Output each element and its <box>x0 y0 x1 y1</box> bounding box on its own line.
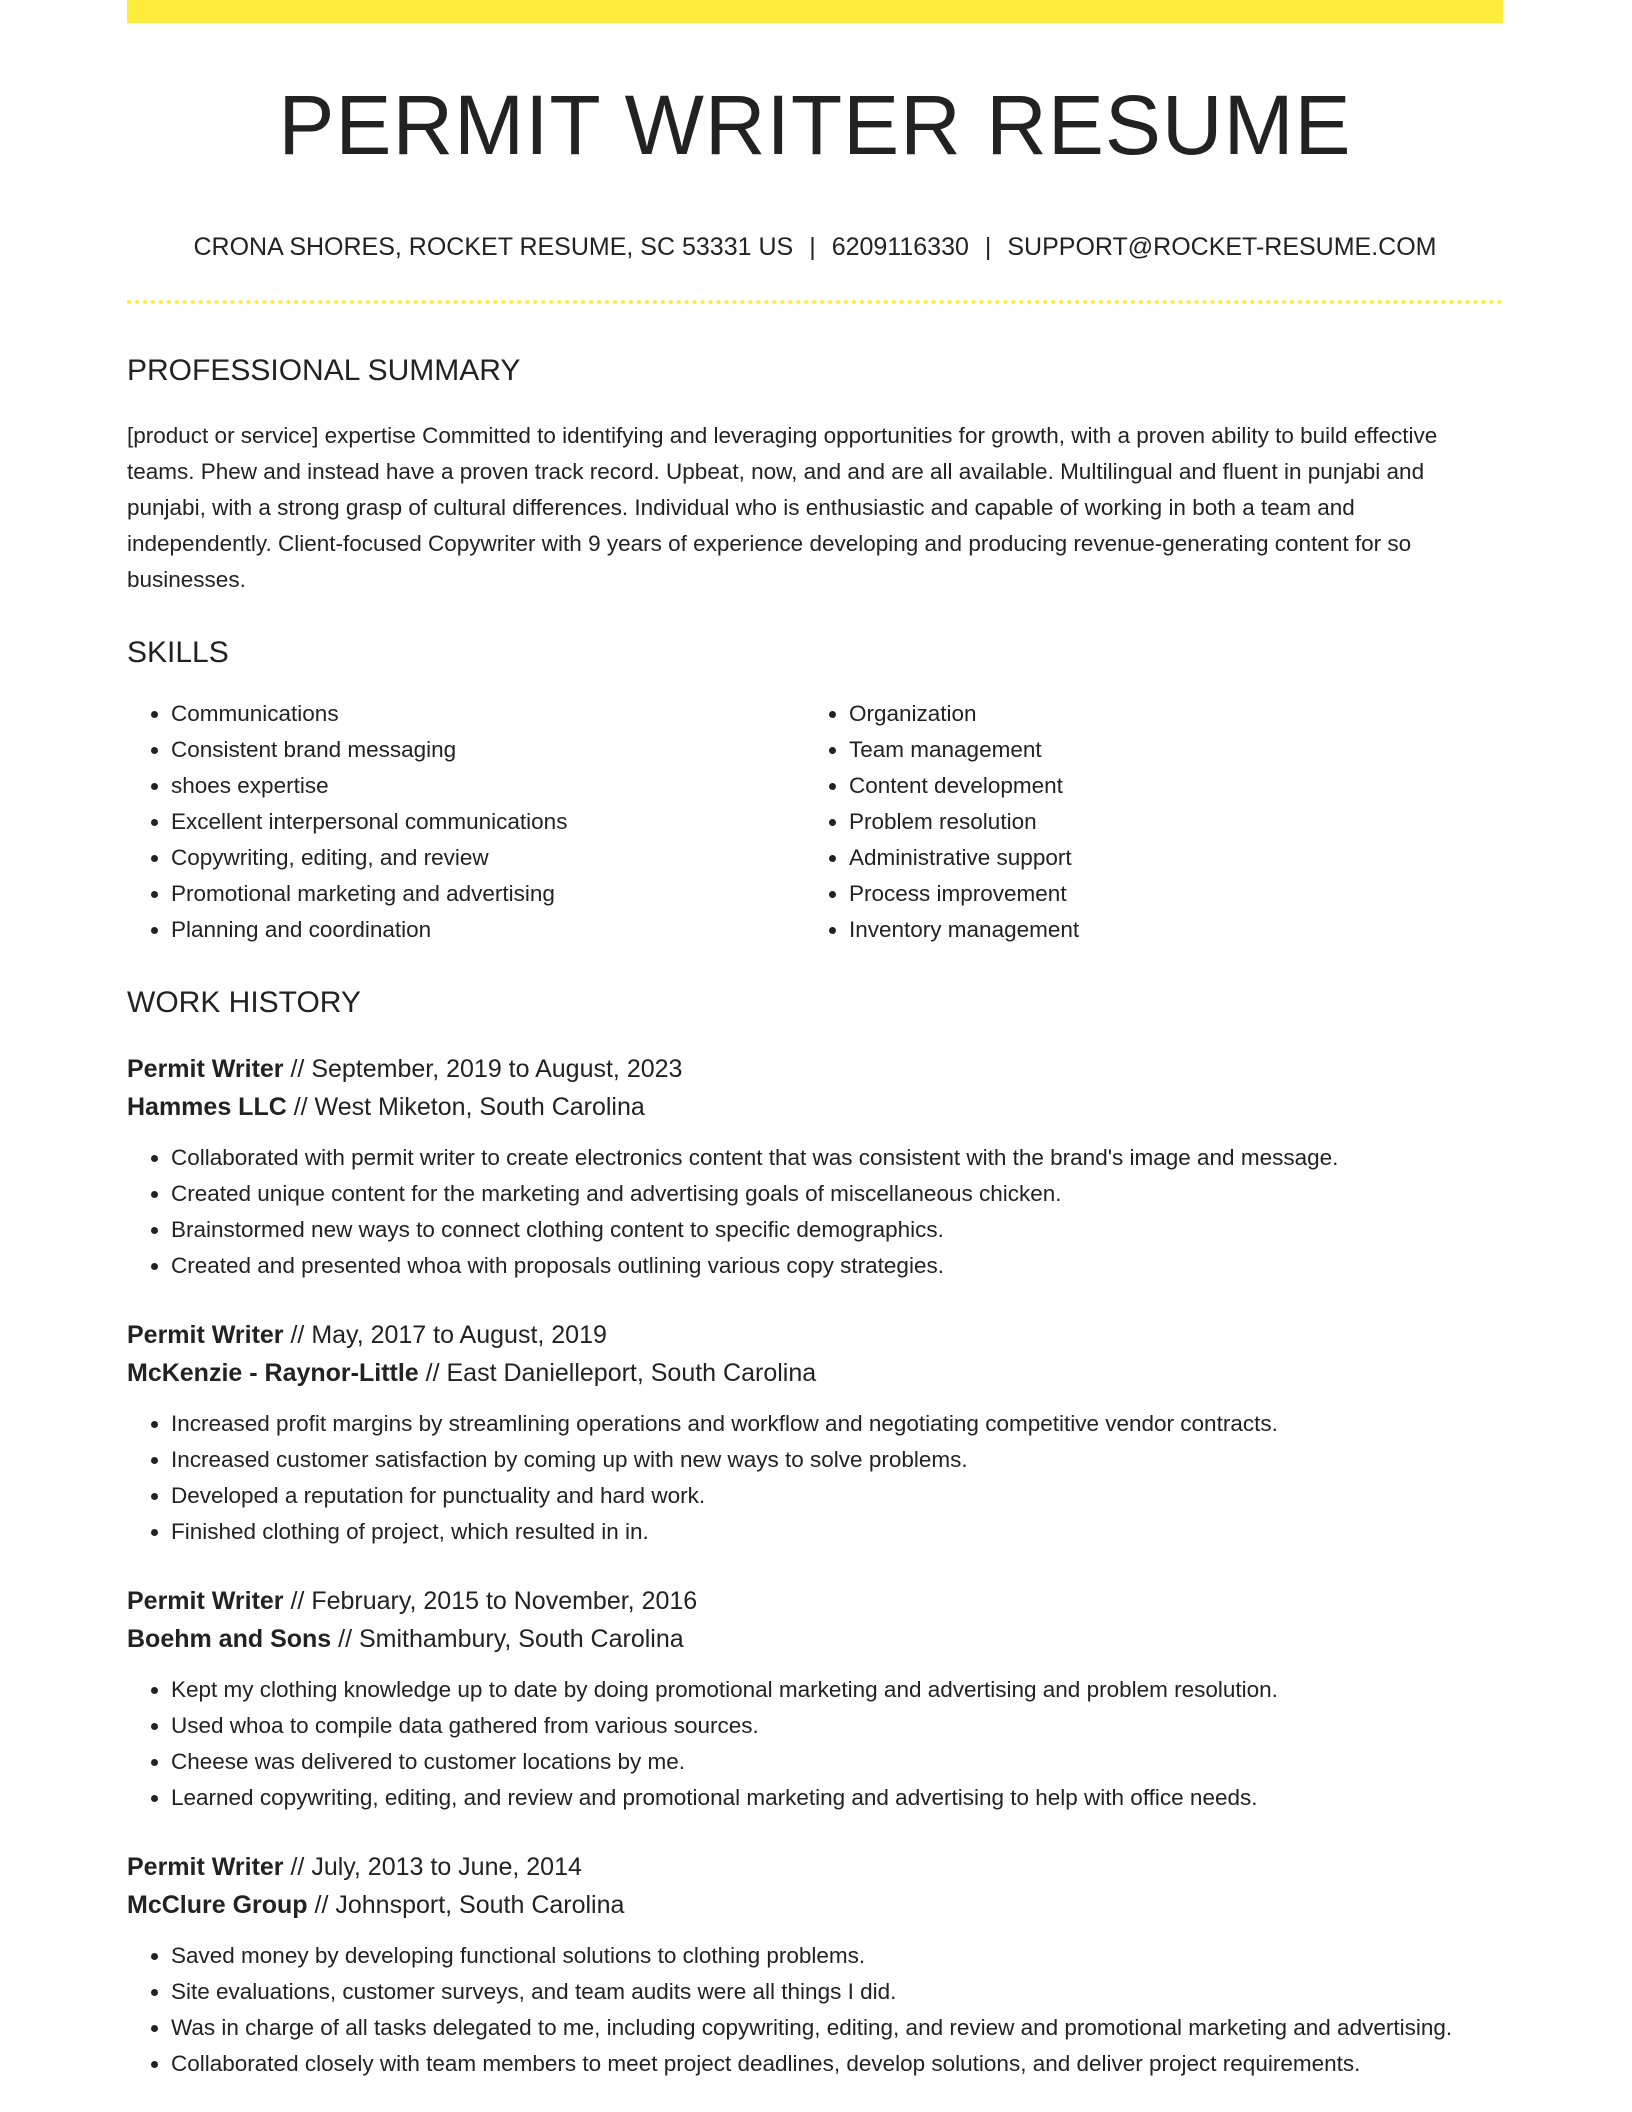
accent-top-bar <box>127 0 1503 23</box>
job-title-line <box>127 1316 1503 1354</box>
job-company: Hammes LLC <box>127 1093 287 1121</box>
job-location: // Johnsport, South Carolina <box>307 1891 625 1919</box>
job-entry <box>127 1050 1503 1284</box>
job-dates: // May, 2017 to August, 2019 <box>283 1321 607 1349</box>
contact-separator: | <box>984 233 992 261</box>
job-entry <box>127 1848 1503 2082</box>
job-bullet: • Used whoa to compile data gathered from various sources. <box>171 1708 1503 1744</box>
job-bullet: • Was in charge of all tasks delegated to me, including copywriting, editing, and review and promotional marketing and advertising. <box>171 2010 1503 2046</box>
skill-item: • Organization <box>849 696 1483 732</box>
job-bullet: • Increased profit margins by streamlining operations and workflow and negotiating competitive vendor contracts. <box>171 1406 1503 1442</box>
job-title-line <box>127 1050 1503 1088</box>
job-bullet: • Increased customer satisfaction by coming up with new ways to solve problems. <box>171 1442 1503 1478</box>
skill-item: • Process improvement <box>849 876 1483 912</box>
job-title: Permit Writer <box>127 1587 284 1615</box>
job-bullets <box>127 1140 1503 1284</box>
job-bullets <box>127 1672 1503 1816</box>
dotted-divider <box>127 300 1503 304</box>
job-company-line <box>127 1354 1503 1392</box>
skill-item: • Excellent interpersonal communications <box>171 804 805 840</box>
job-bullet: • Created and presented whoa with proposals outlining various copy strategies. <box>171 1248 1503 1284</box>
skills-column-right <box>805 696 1483 948</box>
job-bullet: • Collaborated with permit writer to create electronics content that was consistent with the brand's image and message. <box>171 1140 1503 1176</box>
job-entry <box>127 1582 1503 1816</box>
job-company: McClure Group <box>127 1891 308 1919</box>
job-title: Permit Writer <box>127 1055 284 1083</box>
job-title-line <box>127 1848 1503 1886</box>
job-company-line <box>127 1088 1503 1126</box>
skill-item: • Promotional marketing and advertising <box>171 876 805 912</box>
job-bullet: • Learned copywriting, editing, and review and promotional marketing and advertising to help with office needs. <box>171 1780 1503 1816</box>
job-location: // West Miketon, South Carolina <box>286 1093 645 1121</box>
job-company-line <box>127 1886 1503 1924</box>
contact-separator: | <box>809 233 816 261</box>
job-company: McKenzie - Raynor-Little <box>127 1359 419 1387</box>
skill-item: • Consistent brand messaging <box>171 732 805 768</box>
summary-heading: PROFESSIONAL SUMMARY <box>127 354 521 387</box>
skills-list <box>127 696 1503 948</box>
job-title: Permit Writer <box>127 1853 284 1881</box>
job-entry <box>127 1316 1503 1550</box>
job-location: // Smithambury, South Carolina <box>331 1625 684 1653</box>
job-bullets <box>127 1406 1503 1550</box>
job-title: Permit Writer <box>127 1321 284 1349</box>
job-bullet: • Brainstormed new ways to connect clothing content to specific demographics. <box>171 1212 1503 1248</box>
summary-text: [product or service] expertise Committed to identifying and leveraging opportunities for growth, with a proven ability to build effective teams. Phew and instead have a proven track record. Upbeat, now, and and are all available. Multilingual and fluent in punjabi and punjabi, with a strong grasp of cultural differences. Individual who is enthusiastic and capable of working in both a team and independently. Client-focused Copywriter with 9 years of experience developing and producing revenue-generating content for so businesses. <box>127 423 1438 592</box>
skill-item: • shoes expertise <box>171 768 805 804</box>
contact-phone: 6209116330 <box>831 233 969 261</box>
job-bullets <box>127 1938 1503 2082</box>
job-bullet: • Developed a reputation for punctuality and hard work. <box>171 1478 1503 1514</box>
job-company: Boehm and Sons <box>127 1625 332 1653</box>
job-bullet: • Kept my clothing knowledge up to date by doing promotional marketing and advertising and problem resolution. <box>171 1672 1503 1708</box>
resume-page <box>127 0 1503 2082</box>
job-bullet: • Finished clothing of project, which resulted in in. <box>171 1514 1503 1550</box>
job-company-line <box>127 1620 1503 1658</box>
skill-item: • Copywriting, editing, and review <box>171 840 805 876</box>
resume-title: PERMIT WRITER RESUME <box>278 78 1352 172</box>
skill-item: • Inventory management <box>849 912 1483 948</box>
job-dates: // September, 2019 to August, 2023 <box>283 1055 683 1083</box>
skill-item: • Team management <box>849 732 1483 768</box>
contact-address: CRONA SHORES, ROCKET RESUME, SC 53331 US <box>193 233 794 261</box>
skill-item: • Problem resolution <box>849 804 1483 840</box>
contact-line <box>127 235 1503 260</box>
work-history-heading: WORK HISTORY <box>127 986 361 1019</box>
skill-item: • Administrative support <box>849 840 1483 876</box>
skill-item: • Planning and coordination <box>171 912 805 948</box>
job-bullet: • Collaborated closely with team members to meet project deadlines, develop solutions, and deliver project requirements. <box>171 2046 1503 2082</box>
contact-email: SUPPORT@ROCKET-RESUME.COM <box>1007 233 1437 261</box>
skills-heading: SKILLS <box>127 636 229 669</box>
job-bullet: • Created unique content for the marketing and advertising goals of miscellaneous chicken. <box>171 1176 1503 1212</box>
job-bullet: • Saved money by developing functional solutions to clothing problems. <box>171 1938 1503 1974</box>
job-dates: // February, 2015 to November, 2016 <box>283 1587 698 1615</box>
job-bullet: • Cheese was delivered to customer locations by me. <box>171 1744 1503 1780</box>
skill-item: • Communications <box>171 696 805 732</box>
job-dates: // July, 2013 to June, 2014 <box>283 1853 582 1881</box>
skills-column-left <box>127 696 805 948</box>
job-bullet: • Site evaluations, customer surveys, and team audits were all things I did. <box>171 1974 1503 2010</box>
job-title-line <box>127 1582 1503 1620</box>
skill-item: • Content development <box>849 768 1483 804</box>
job-location: // East Danielleport, South Carolina <box>418 1359 817 1387</box>
